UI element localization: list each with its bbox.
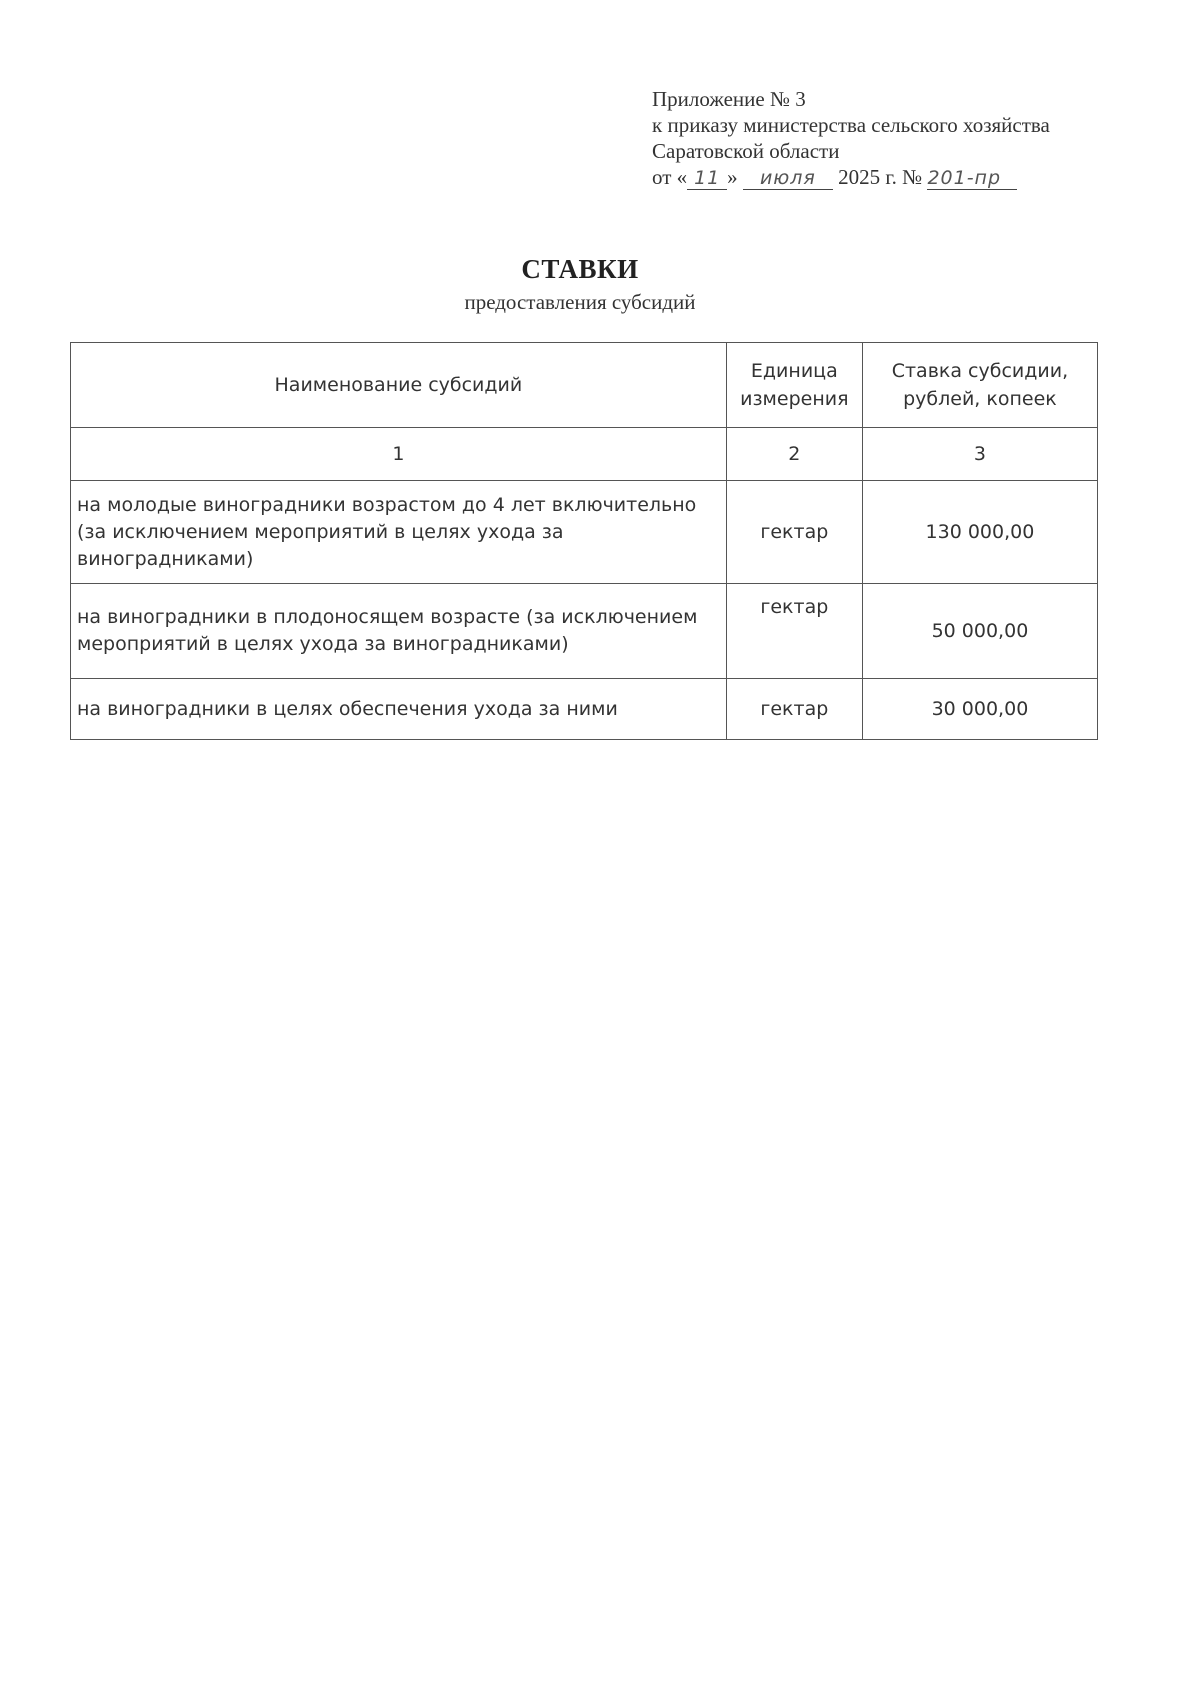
- row-subsidy-name: на молодые виноградники возрастом до 4 лет включительно (за исключением мероприятий в целях ухода за виноградниками): [71, 481, 727, 584]
- subsidy-rates-table: [70, 342, 1098, 740]
- handwritten-month: июля: [743, 167, 833, 190]
- header-unit: Единица измерения: [726, 343, 862, 428]
- handwritten-day: 11: [687, 167, 727, 190]
- table-row: [71, 584, 1098, 679]
- document-title: СТАВКИ: [521, 254, 639, 284]
- appendix-number: Приложение № 3: [652, 87, 806, 111]
- table-row: [71, 679, 1098, 740]
- appendix-region: Саратовской области: [652, 139, 840, 163]
- row-rate: 50 000,00: [862, 584, 1097, 679]
- row-unit: гектар: [726, 584, 862, 679]
- row-unit: гектар: [726, 481, 862, 584]
- date-year: 2025 г. №: [838, 165, 923, 189]
- date-prefix: от «: [652, 165, 688, 189]
- document-subtitle: предоставления субсидий: [464, 290, 696, 314]
- row-rate: 130 000,00: [862, 481, 1097, 584]
- header-name: Наименование субсидий: [71, 343, 727, 428]
- column-number-1: 1: [71, 428, 727, 481]
- handwritten-order-number: 201-пр: [927, 167, 1017, 190]
- row-subsidy-name: на виноградники в плодоносящем возрасте (за исключением мероприятий в целях ухода за виноградниками): [71, 584, 727, 679]
- appendix-order-reference: к приказу министерства сельского хозяйства: [652, 113, 1050, 137]
- date-mid: »: [727, 165, 738, 189]
- row-unit: гектар: [726, 679, 862, 740]
- appendix-block: [652, 86, 1122, 190]
- column-number-3: 3: [862, 428, 1097, 481]
- header-rate: Ставка субсидии, рублей, копеек: [862, 343, 1097, 428]
- row-rate: 30 000,00: [862, 679, 1097, 740]
- table-column-numbers-row: [71, 428, 1098, 481]
- column-number-2: 2: [726, 428, 862, 481]
- row-subsidy-name: на виноградники в целях обеспечения ухода за ними: [71, 679, 727, 740]
- appendix-date-line: [652, 164, 1122, 190]
- table-header-row: [71, 343, 1098, 428]
- table-row: [71, 481, 1098, 584]
